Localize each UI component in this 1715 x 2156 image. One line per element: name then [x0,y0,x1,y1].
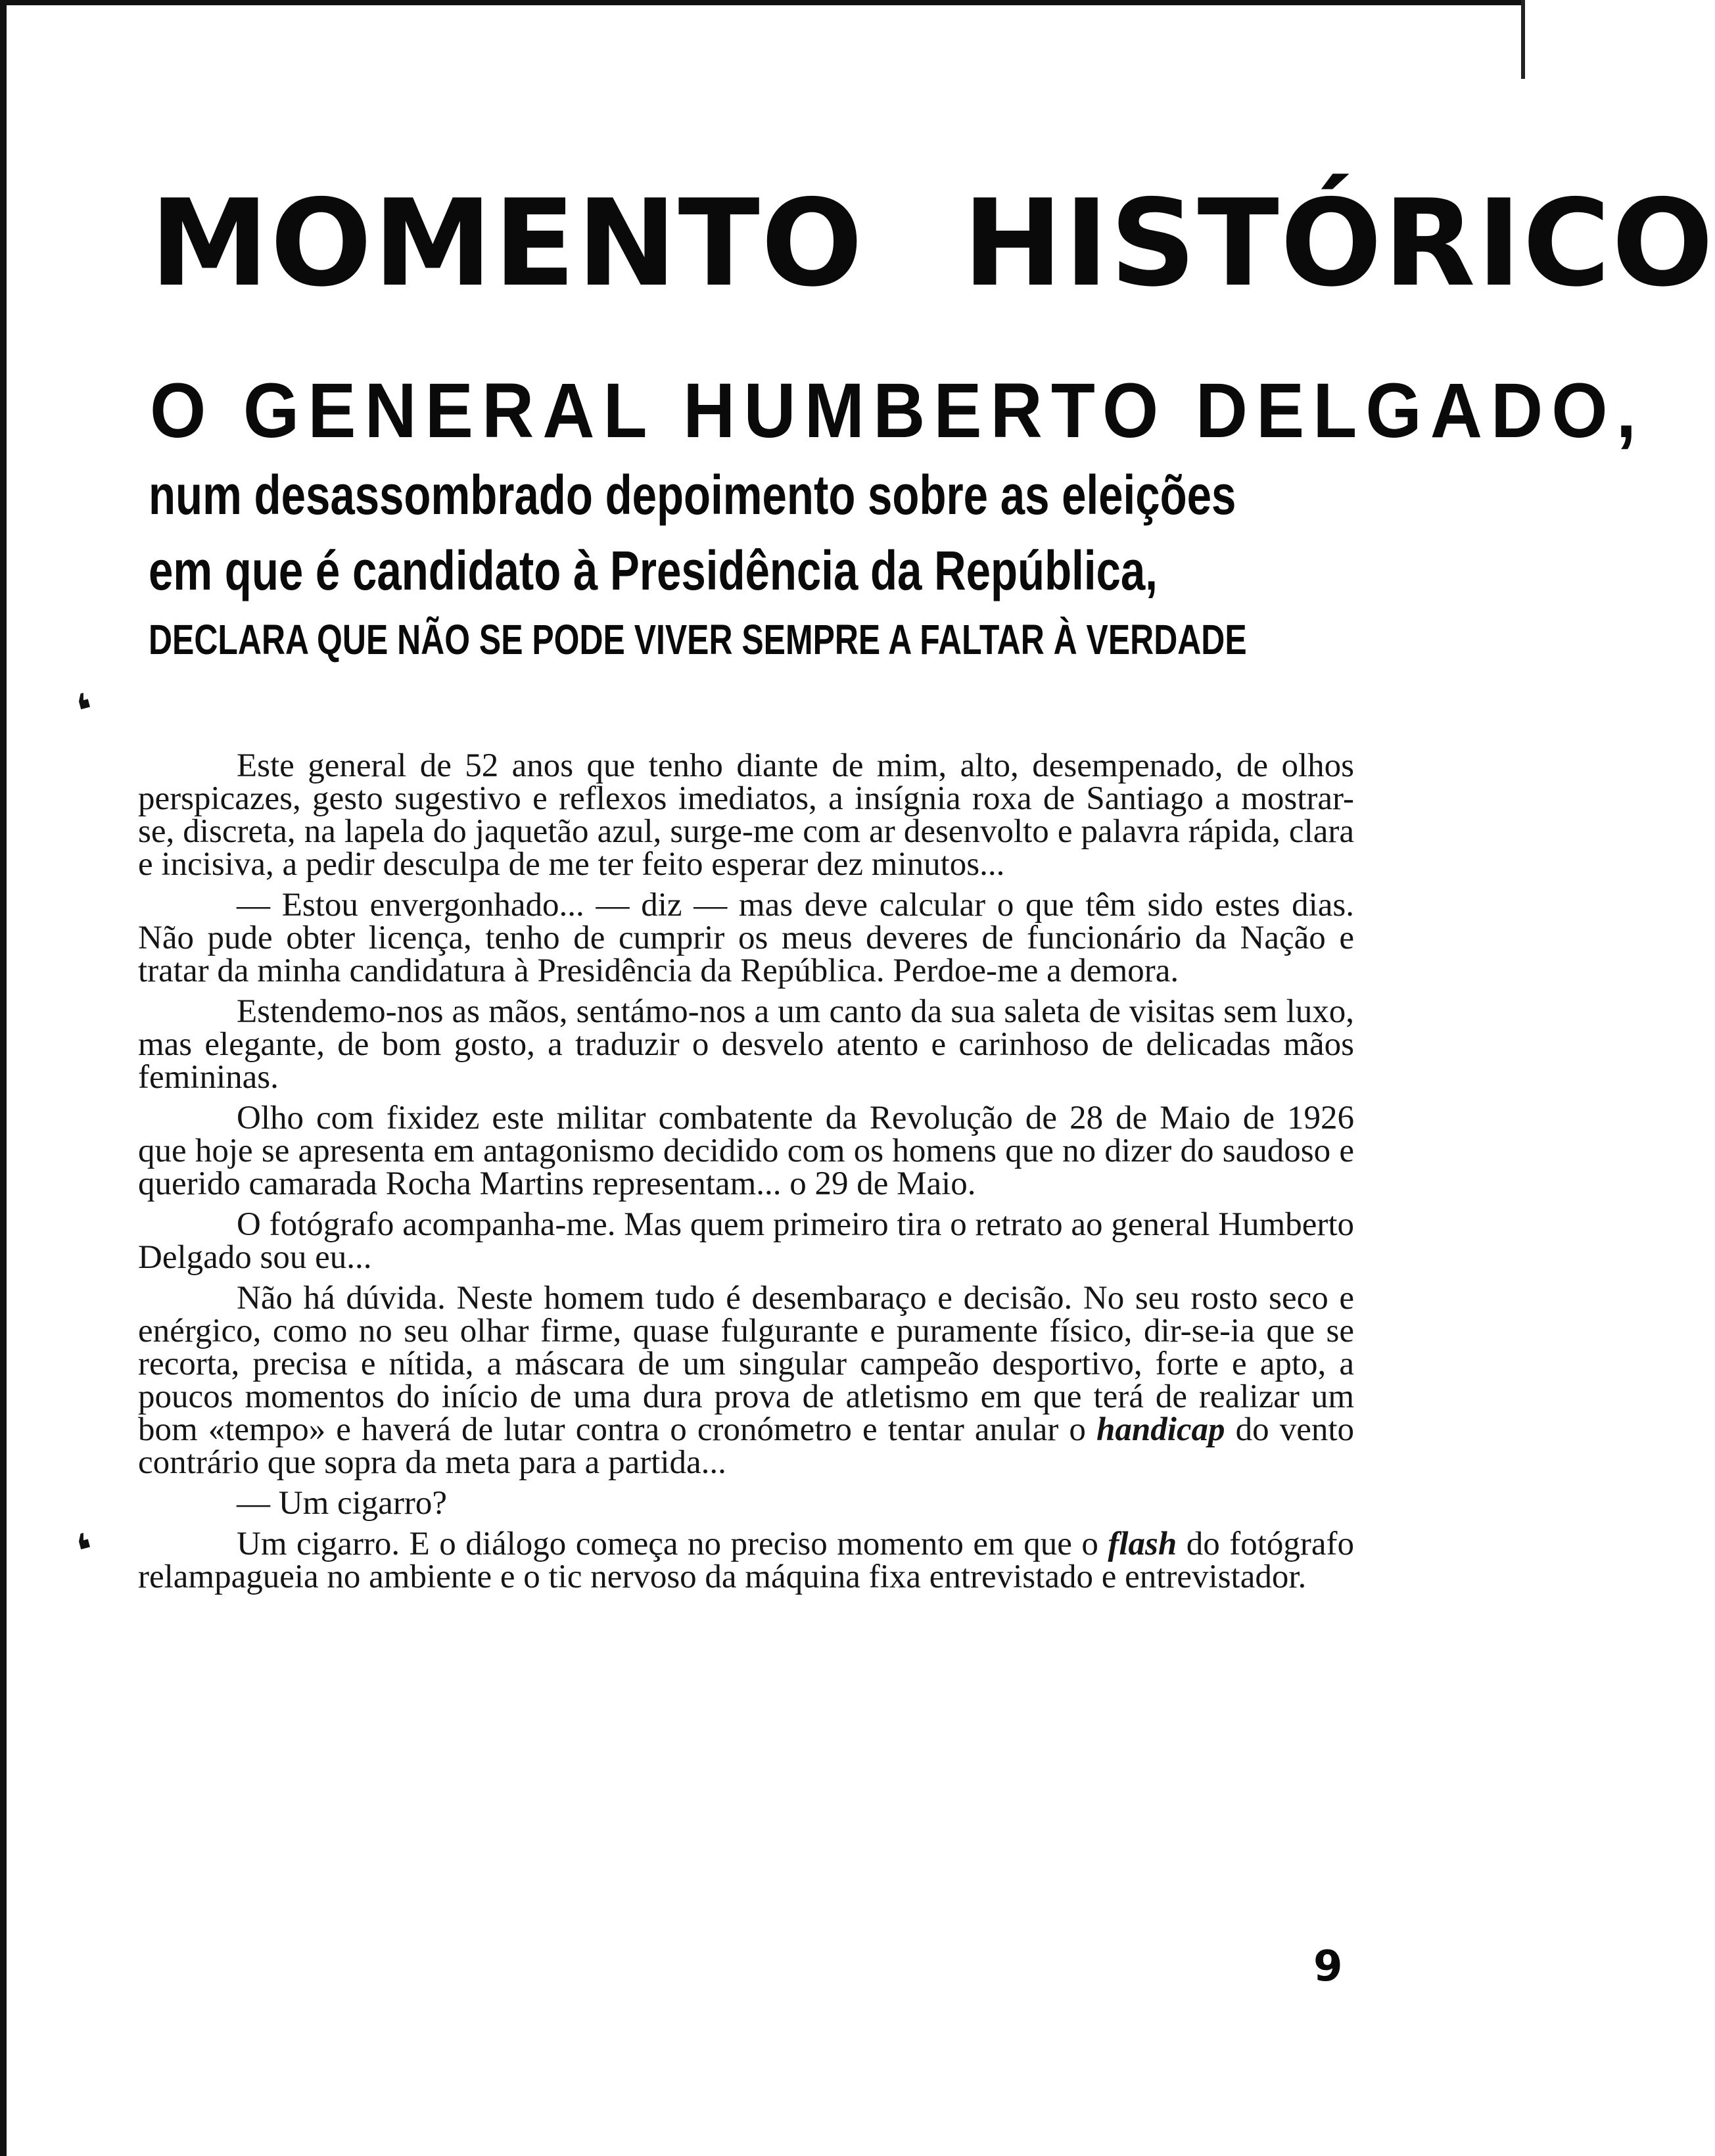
headline-line-3: em que é candidato à Presidência da República, [149,540,1158,601]
article-paragraph: — Estou envergonhado... — diz — mas deve calcular o que têm sido estes dias. Não pude obter licença, tenho de cumprir os meus deveres de funcionário da Nação e tratar da minha candidatura à Presidência da República. Perdoe-me a demora. [138,887,1354,989]
page-number: 9 [1313,1942,1343,1991]
kicker-word-historico: HISTÓRICO [962,174,1715,313]
italic-term: handicap [1096,1411,1225,1448]
italic-term: flash [1108,1526,1177,1562]
paragraph-text: do fotógrafo relampagueia no ambiente e o tic nervoso da máquina fixa entrevistado e entrevistador. [138,1526,1354,1595]
headline-declaration: DECLARA QUE NÃO SE PODE VIVER SEMPRE A FALTAR À VERDADE [149,616,1247,663]
kicker-heading [150,174,1715,313]
headline-line-2: num desassombrado depoimento sobre as eleições [149,464,1236,526]
paragraph-text: Não há dúvida. Neste homem tudo é desembaraço e decisão. No seu rosto seco e enérgico, como no seu olhar firme, quase fulgurante e puramente físico, dir-se-ia que se recorta, precisa e nítida, a máscara de um singular campeão desportivo, forte e apto, a poucos momentos do início de uma dura prova de atletismo em que terá de realizar um bom «tempo» e haverá de lutar contra o cronómetro e tentar anular o [138,1280,1354,1448]
scan-edge [1521,0,1525,79]
paragraph-text: do vento contrário que sopra da meta para a partida... [138,1411,1354,1481]
article-paragraph: — Um cigarro? [237,1485,448,1522]
article-body [138,749,1354,1593]
margin-mark-icon: ❛ [70,1522,101,1579]
kicker-word-momento: MOMENTO [150,174,864,313]
article-paragraph: Olho com fixidez este militar combatente da Revolução de 28 de Maio de 1926 que hoje se apresenta em antagonismo decidido com os homens que no dizer do saudoso e querido camarada Rocha Martins representam... o 29 de Maio. [138,1100,1354,1202]
article-paragraph: Estendemo-nos as mãos, sentámo-nos a um canto da sua saleta de visitas sem luxo, mas elegante, de bom gosto, a traduzir o desvelo atento e carinhoso de delicadas mãos femininas. [138,993,1354,1096]
article-paragraph: O fotógrafo acompanha-me. Mas quem primeiro tira o retrato ao general Humberto Delgado sou eu... [138,1206,1354,1276]
article-paragraph [138,1528,1354,1593]
margin-mark-icon: ❛ [70,682,101,739]
article-paragraph [138,1282,1354,1479]
article-paragraph: Este general de 52 anos que tenho diante de mim, alto, desempenado, de olhos perspicazes, gesto sugestivo e reflexos imediatos, a insígnia roxa de Santiago a mostrar-se, discreta, na lapela do jaquetão azul, surge-me com ar desenvolto e palavra rápida, clara e incisiva, a pedir desculpa de me ter feito esperar dez minutos... [138,747,1354,883]
paragraph-text: Um cigarro. E o diálogo começa no preciso momento em que o [237,1526,1108,1562]
headline-name: O GENERAL HUMBERTO DELGADO, [150,367,1645,454]
